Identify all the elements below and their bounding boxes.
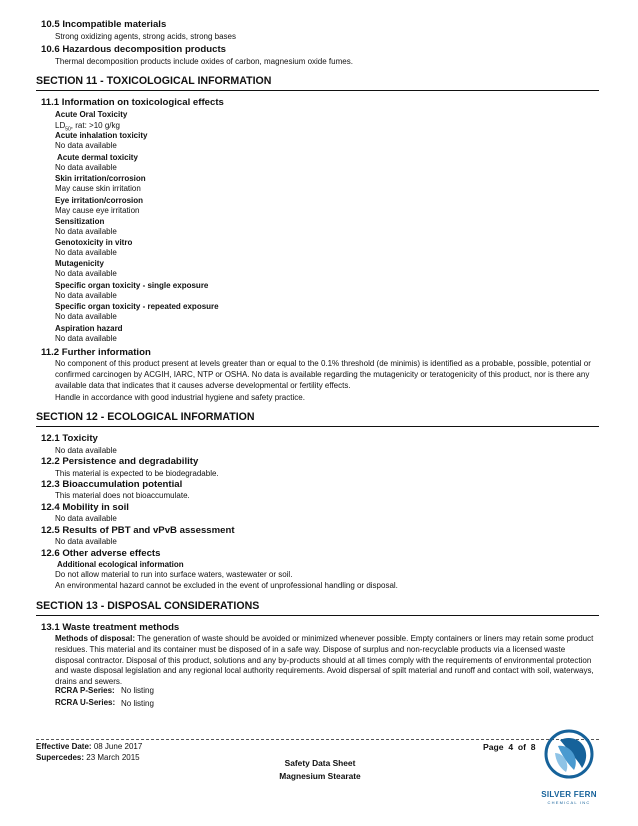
- section-12-title: SECTION 12 - ECOLOGICAL INFORMATION: [36, 411, 255, 423]
- effective-date: Effective Date: 08 June 2017: [36, 742, 143, 751]
- text-12-3: This material does not bioaccumulate.: [55, 491, 190, 500]
- heading-11-1: 11.1 Information on toxicological effects: [41, 97, 224, 108]
- tox-label-aspiration: Aspiration hazard: [55, 324, 123, 333]
- section-13-rule: [36, 615, 599, 616]
- tox-value-acute-inhalation: No data available: [55, 141, 117, 150]
- footer-rule: [36, 739, 599, 740]
- heading-12-5: 12.5 Results of PBT and vPvB assessment: [41, 525, 235, 536]
- section-11-title: SECTION 11 - TOXICOLOGICAL INFORMATION: [36, 75, 272, 87]
- rcra-p-value: No listing: [121, 686, 154, 695]
- heading-10-5: 10.5 Incompatible materials: [41, 19, 167, 30]
- text-12-6-b: An environmental hazard cannot be excluded in the event of unprofessional handling or disposal.: [55, 581, 398, 590]
- logo-name: SILVER FERN: [541, 790, 597, 799]
- rcra-u-value: No listing: [121, 699, 154, 708]
- text-12-6-a: Do not allow material to run into surface waters, wastewater or soil.: [55, 570, 293, 579]
- text-11-2: No component of this product present at levels greater than or equal to the 0.1% threshold (de minimis) is identified as a probable, possible, potential or confirmed carcinogen by ACGIH, IARC, NTP or OSHA. No data is available regarding the mutagenicity or teratogenicity of this product, nor is there any available data that indicates that it causes adverse developmental or fertility effects.: [55, 359, 591, 390]
- tox-value-stot-repeated: No data available: [55, 312, 117, 321]
- text-11-2-hygiene: Handle in accordance with good industrial hygiene and safety practice.: [55, 393, 305, 402]
- text-13-1-methods: Methods of disposal: The generation of waste should be avoided or minimized whenever possible. Empty containers or liners may retain some product residues. This material and its container must be disposed of in a safe way. Dispose of surplus and non-recyclable products via a licensed waste disposal contractor. Disposal of this product, solutions and any by-products should at all times comply with the requirements of environmental protection and waste disposal legislation and any regional local authority requirements. Avoid dispersal of spilt material and runoff and contact with soil, waterways, drains and sewers.: [55, 634, 594, 687]
- section-11-rule: [36, 90, 599, 91]
- tox-value-sensitization: No data available: [55, 227, 117, 236]
- section-12-rule: [36, 426, 599, 427]
- text-12-5: No data available: [55, 537, 117, 546]
- heading-12-4: 12.4 Mobility in soil: [41, 502, 129, 513]
- heading-12-3: 12.3 Bioaccumulation potential: [41, 479, 183, 490]
- text-12-1: No data available: [55, 446, 117, 455]
- text-12-2: This material is expected to be biodegradable.: [55, 469, 219, 478]
- tox-value-genotoxicity: No data available: [55, 248, 117, 257]
- tox-value-acute-dermal: No data available: [55, 163, 117, 172]
- tox-label-sensitization: Sensitization: [55, 217, 105, 226]
- supercedes-date: Supercedes: 23 March 2015: [36, 753, 140, 762]
- rcra-u-label: RCRA U-Series:: [55, 698, 116, 707]
- tox-label-skin: Skin irritation/corrosion: [55, 174, 146, 183]
- tox-value-eye: May cause eye irritation: [55, 206, 140, 215]
- tox-label-mutagenicity: Mutagenicity: [55, 259, 104, 268]
- tox-value-mutagenicity: No data available: [55, 269, 117, 278]
- tox-value-stot-single: No data available: [55, 291, 117, 300]
- tox-value-acute-oral: $LD_{50}$, rat: >10 g/kg: [55, 121, 120, 133]
- heading-12-2: 12.2 Persistence and degradability: [41, 456, 199, 467]
- tox-label-genotoxicity: Genotoxicity in vitro: [55, 238, 133, 247]
- tox-label-stot-single: Specific organ toxicity - single exposure: [55, 281, 209, 290]
- tox-value-skin: May cause skin irritation: [55, 184, 141, 193]
- tox-label-acute-inhalation: Acute inhalation toxicity: [55, 131, 148, 140]
- product-name: Magnesium Stearate: [279, 771, 361, 781]
- heading-12-6: 12.6 Other adverse effects: [41, 548, 161, 559]
- text-10-5: Strong oxidizing agents, strong acids, strong bases: [55, 32, 236, 41]
- rcra-p-label: RCRA P-Series:: [55, 686, 115, 695]
- text-10-6: Thermal decomposition products include oxides of carbon, magnesium oxide fumes.: [55, 57, 353, 66]
- heading-11-2: 11.2 Further information: [41, 347, 151, 358]
- page-number: Page 4 of 8: [483, 742, 536, 752]
- tox-label-eye: Eye irritation/corrosion: [55, 196, 144, 205]
- tox-label-acute-oral: Acute Oral Toxicity: [55, 110, 128, 119]
- tox-label-stot-repeated: Specific organ toxicity - repeated exposure: [55, 302, 219, 311]
- tox-label-acute-dermal: Acute dermal toxicity: [57, 153, 138, 162]
- tox-value-aspiration: No data available: [55, 334, 117, 343]
- heading-13-1: 13.1 Waste treatment methods: [41, 622, 180, 633]
- text-12-4: No data available: [55, 514, 117, 523]
- doc-title: Safety Data Sheet: [284, 758, 356, 768]
- heading-10-6: 10.6 Hazardous decomposition products: [41, 44, 226, 55]
- label-12-6-additional: Additional ecological information: [57, 560, 184, 569]
- section-13-title: SECTION 13 - DISPOSAL CONSIDERATIONS: [36, 600, 260, 612]
- logo-subtitle: CHEMICAL INC: [547, 800, 591, 805]
- heading-12-1: 12.1 Toxicity: [41, 433, 98, 444]
